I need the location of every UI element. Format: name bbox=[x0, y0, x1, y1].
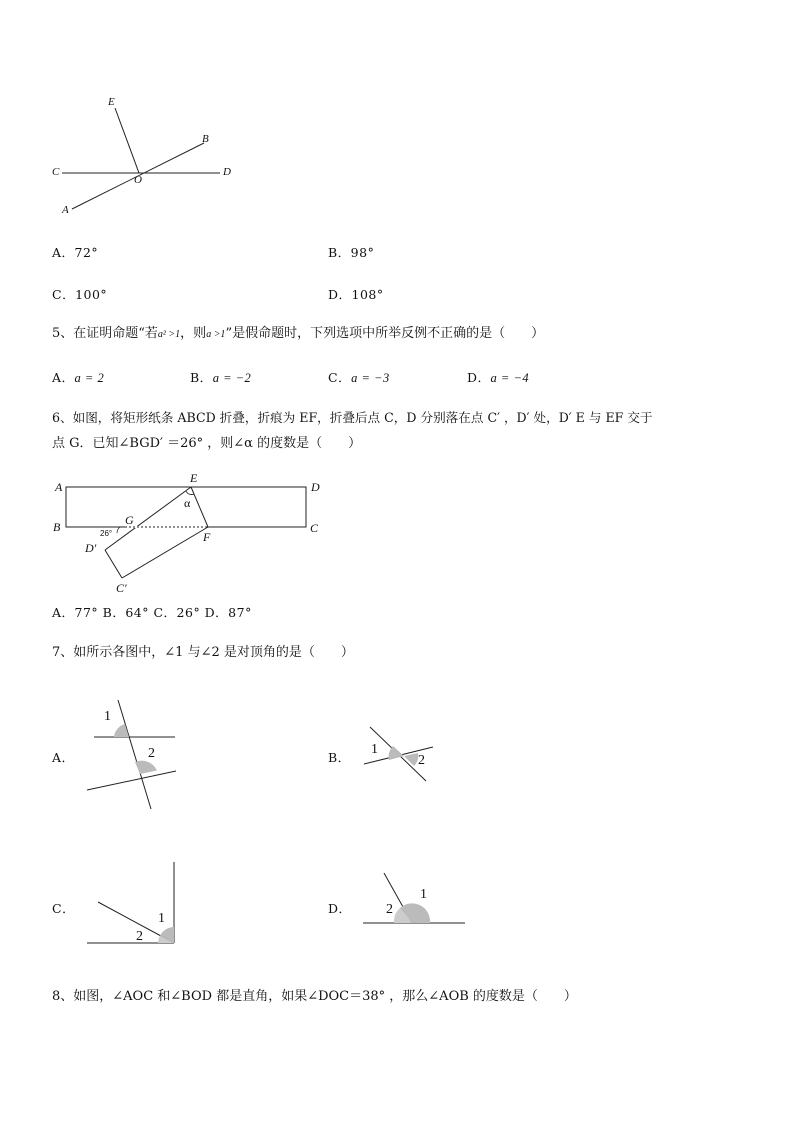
q7-a-angle-1: 1 bbox=[104, 709, 111, 724]
q5-option-d-letter: D． bbox=[467, 370, 491, 385]
q5-option-a-letter: A． bbox=[52, 370, 75, 385]
q7-option-d[interactable]: D． bbox=[328, 901, 352, 916]
fold-label-C: C bbox=[310, 521, 319, 535]
q5-option-b-letter: B． bbox=[190, 370, 213, 385]
q4-option-b[interactable]: B．98° bbox=[328, 245, 375, 260]
q4-option-d[interactable]: D．108° bbox=[328, 287, 384, 302]
q8-question: 8、如图，∠AOC 和∠BOD 都是直角，如果∠DOC＝38° ，那么∠AOB 的度数是（ ） bbox=[52, 989, 577, 1004]
q4-option-a[interactable]: A．72° bbox=[52, 245, 99, 260]
fold-label-A: A bbox=[55, 480, 63, 494]
fold-label-D-prime: D′ bbox=[85, 541, 97, 555]
label-D: D bbox=[223, 166, 231, 178]
q5-option-c-value: a = −3 bbox=[351, 371, 390, 385]
q7-b-angle-1: 1 bbox=[371, 742, 378, 757]
label-A: A bbox=[62, 204, 69, 216]
fold-angle-26: 26° bbox=[100, 529, 113, 538]
q5-option-d-value: a = −4 bbox=[490, 371, 530, 385]
q5-cond1: a² >1 bbox=[157, 329, 181, 340]
q7-c-angle-2: 2 bbox=[136, 929, 143, 944]
fold-label-C-prime: C′ bbox=[116, 581, 127, 595]
q6-question-line2: 点 G．已知∠BGD′ ＝26° ，则∠α 的度数是（ ） bbox=[52, 436, 362, 451]
q7-option-c[interactable]: C． bbox=[52, 901, 76, 916]
fold-label-F: F bbox=[203, 530, 211, 544]
q7-d-angle-2: 2 bbox=[386, 902, 393, 917]
q5-option-c-letter: C． bbox=[328, 370, 352, 385]
q5-cond2: a >1 bbox=[206, 329, 226, 340]
q5-mid: ，则 bbox=[180, 326, 207, 341]
q4-option-c[interactable]: C．100° bbox=[52, 287, 108, 302]
q7-question: 7、如所示各图中，∠1 与∠2 是对顶角的是（ ） bbox=[52, 645, 354, 660]
fold-label-D: D bbox=[311, 480, 320, 494]
q6-options: A．77° B．64° C．26° D．87° bbox=[52, 605, 252, 620]
q5-option-a-value: a = 2 bbox=[74, 371, 105, 385]
q7-option-a[interactable]: A． bbox=[52, 750, 75, 765]
q7-d-angle-1: 1 bbox=[420, 887, 427, 902]
fold-label-E: E bbox=[190, 471, 198, 485]
q7-option-b[interactable]: B． bbox=[328, 750, 351, 765]
label-C: C bbox=[52, 166, 60, 178]
q7-b-angle-2: 2 bbox=[418, 753, 425, 768]
q7-a-angle-2: 2 bbox=[148, 746, 155, 761]
fold-label-alpha: α bbox=[184, 496, 191, 510]
fold-label-B: B bbox=[53, 520, 61, 534]
label-B: B bbox=[202, 133, 209, 145]
label-E: E bbox=[108, 96, 115, 108]
q6-question-line1: 6、如图，将矩形纸条 ABCD 折叠，折痕为 EF，折叠后点 C，D 分别落在点 C′ ，D′ 处，D′ E 与 EF 交于 bbox=[52, 410, 653, 425]
label-O: O bbox=[134, 174, 142, 186]
q5-suffix: ”是假命题时，下列选项中所举反例不正确的是（ ） bbox=[225, 326, 545, 341]
fold-label-G: G bbox=[125, 513, 134, 527]
q5-option-b-value: a = −2 bbox=[212, 371, 252, 385]
q5-prefix: 5、在证明命题“若 bbox=[52, 326, 158, 341]
q7-c-angle-1: 1 bbox=[158, 911, 165, 926]
